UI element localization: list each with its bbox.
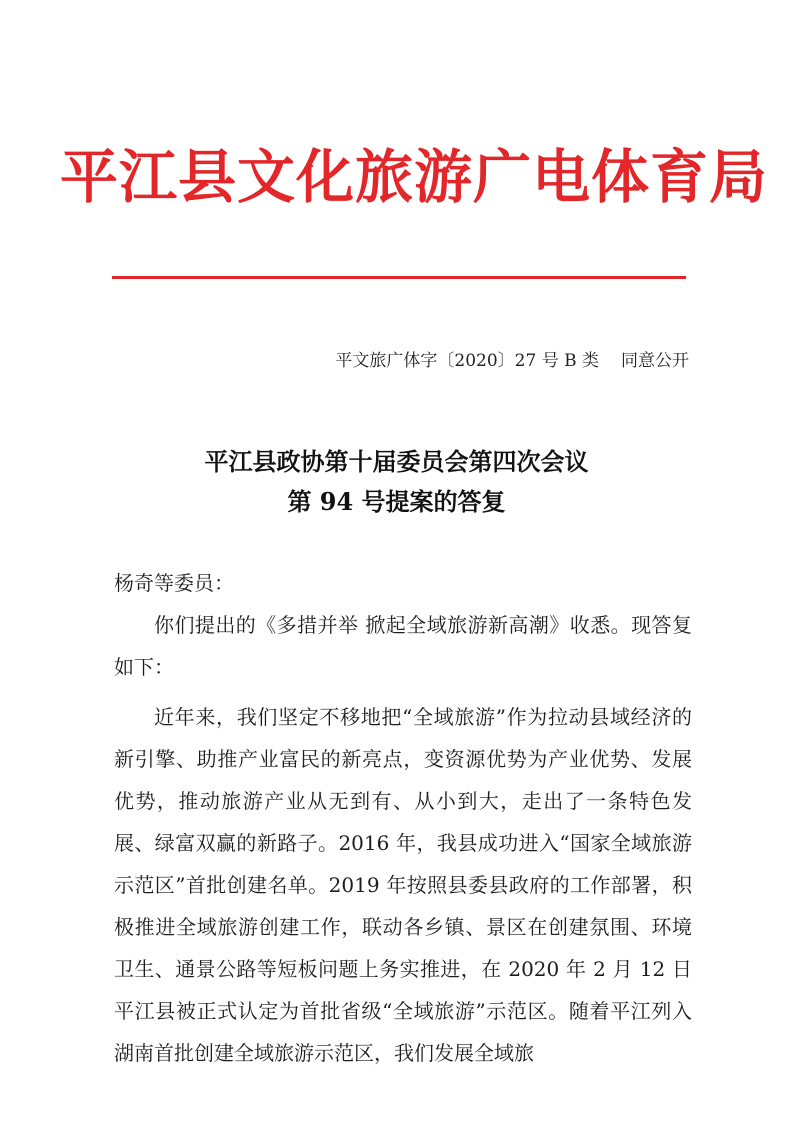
disclosure-status: 同意公开 — [621, 351, 689, 371]
title-line-1: 平江县政协第十届委员会第四次会议 — [204, 447, 589, 476]
document-number: 平文旅广体字〔2020〕27 号 B 类 — [335, 351, 599, 371]
agency-header-title: 平江县文化旅游广电体育局 — [60, 143, 769, 211]
document-number-line — [335, 346, 689, 371]
document-title — [0, 442, 793, 522]
header-red-rule — [112, 276, 686, 279]
title-line-2: 第 94 号提案的答复 — [287, 487, 506, 516]
document-body — [114, 562, 692, 1074]
paragraph-2: 近年来，我们坚定不移地把“全域旅游”作为拉动县域经济的新引擎、助推产业富民的新亮点，变资源优势为产业优势、发展优势，推动旅游产业从无到有、从小到大，走出了一条特色发展、绿富双赢的新路子。2016 年，我县成功进入“国家全域旅游示范区”首批创建名单。2019 年按照县委县政府的工作部署，积极推进全域旅游创建工作，联动各乡镇、景区在创建氛围、环境卫生、通景公路等短板问题上务实推进，在 2020 年 2 月 12 日平江县被正式认定为首批省级“全域旅游”示范区。随着平江列入湖南首批创建全域旅游示范区，我们发展全域旅 — [114, 705, 692, 1065]
paragraph-1: 你们提出的《多措并举 掀起全域旅游新高潮》收悉。现答复如下： — [114, 613, 692, 679]
salutation: 杨奇等委员： — [114, 571, 234, 595]
